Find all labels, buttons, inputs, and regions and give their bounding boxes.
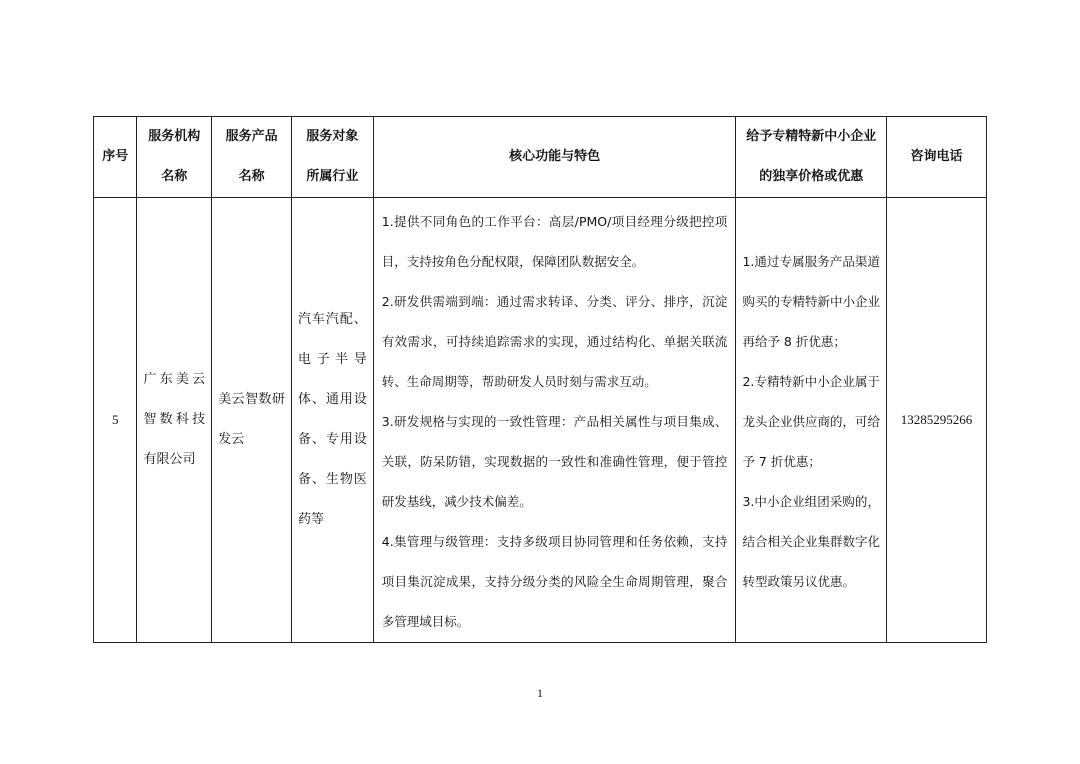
cell-target: 汽车汽配、电子半导体、通用设备、专用设备、生物医药等 (291, 198, 373, 643)
header-row (94, 117, 987, 198)
header-product-line2: 名称 (238, 169, 265, 184)
header-seq: 序号 (94, 117, 137, 198)
header-phone: 咨询电话 (886, 117, 986, 198)
cell-phone: 13285295266 (886, 198, 986, 643)
feature-item-1: 1.提供不同角色的工作平台：高层/PMO/项目经理分级把控项目，支持按角色分配权限，保障团队数据安全。 (381, 214, 728, 269)
cell-org: 广东美云智数科技有限公司 (137, 198, 212, 643)
feature-item-4: 4.集管理与级管理：支持多级项目协同管理和任务依赖，支持项目集沉淀成果，支持分级分类的风险全生命周期管理，聚合多管理域目标。 (381, 534, 728, 629)
service-table (93, 116, 987, 643)
feature-item-2: 2.研发供需端到端：通过需求转译、分类、评分、排序，沉淀有效需求，可持续追踪需求的实现，通过结构化、单据关联流转、生命周期等，帮助研发人员时刻与需求互动。 (381, 294, 728, 389)
header-features: 核心功能与特色 (373, 117, 736, 198)
header-pricing (736, 117, 887, 198)
header-target-line2: 所属行业 (306, 169, 359, 184)
header-org-line2: 名称 (161, 169, 188, 184)
header-target (291, 117, 373, 198)
header-org-line1: 服务机构 (148, 129, 201, 144)
cell-product: 美云智数研发云 (212, 198, 292, 643)
header-pricing-line2: 的独享价格或优惠 (759, 169, 864, 184)
header-org (137, 117, 212, 198)
pricing-item-3: 3.中小企业组团采购的，结合相关企业集群数字化转型政策另议优惠。 (742, 494, 880, 589)
feature-item-3: 3.研发规格与实现的一致性管理：产品相关属性与项目集成、关联，防呆防错，实现数据的一致性和准确性管理，便于管控研发基线，减少技术偏差。 (381, 414, 728, 509)
pricing-item-1: 1.通过专属服务产品渠道购买的专精特新中小企业再给予 8 折优惠； (742, 254, 880, 349)
header-target-line1: 服务对象 (306, 129, 359, 144)
cell-features (373, 198, 736, 643)
pricing-item-2: 2.专精特新中小企业属于龙头企业供应商的，可给予 7 折优惠； (742, 374, 880, 469)
header-product (212, 117, 292, 198)
header-pricing-line1: 给予专精特新中小企业 (746, 129, 877, 144)
table-row (94, 198, 987, 643)
header-product-line1: 服务产品 (225, 129, 278, 144)
page-number: 1 (537, 686, 543, 700)
cell-seq: 5 (94, 198, 137, 643)
cell-pricing (736, 198, 887, 643)
